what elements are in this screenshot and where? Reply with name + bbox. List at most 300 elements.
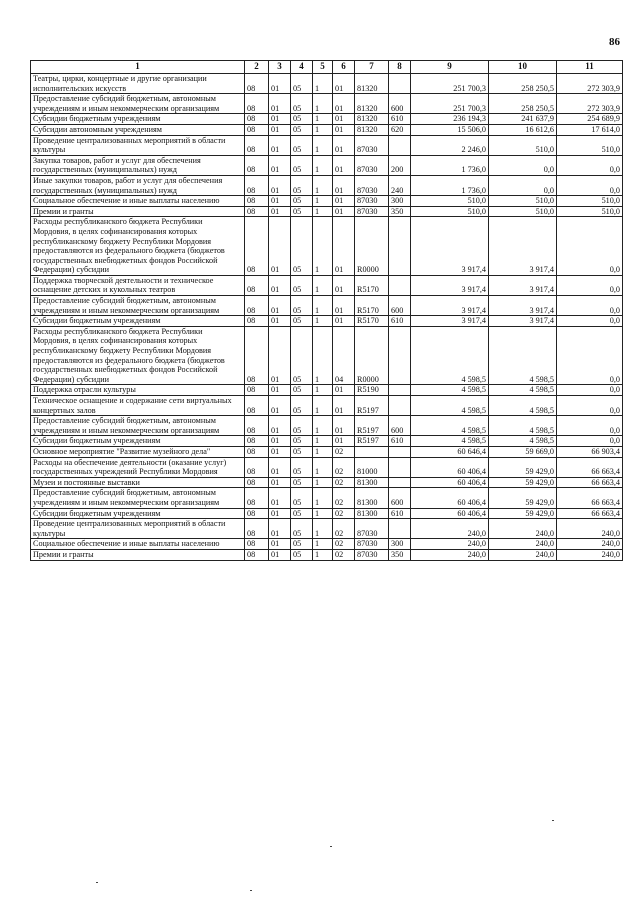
cell-c3: 01 — [269, 74, 291, 94]
cell-c4: 05 — [291, 124, 313, 135]
amount-col11: 0,0 — [557, 217, 623, 276]
cell-c7: R5197 — [355, 436, 389, 447]
page-number: 86 — [609, 36, 620, 48]
amount-col11: 0,0 — [557, 385, 623, 396]
cell-c4: 05 — [291, 477, 313, 488]
cell-c7: 87030 — [355, 549, 389, 560]
cell-c8 — [389, 217, 411, 276]
amount-col10: 0,0 — [489, 155, 557, 175]
cell-c4: 05 — [291, 446, 313, 457]
cell-c8: 620 — [389, 124, 411, 135]
cell-c8 — [389, 275, 411, 295]
table-row — [31, 94, 623, 114]
amount-col11: 254 689,9 — [557, 114, 623, 125]
cell-c2: 08 — [245, 457, 269, 477]
cell-c2: 08 — [245, 326, 269, 385]
cell-c5: 1 — [313, 135, 333, 155]
amount-col9: 240,0 — [411, 549, 489, 560]
row-name: Социальное обеспечение и иные выплаты населению — [31, 196, 245, 207]
cell-c2: 08 — [245, 436, 269, 447]
cell-c3: 01 — [269, 446, 291, 457]
cell-c8: 350 — [389, 549, 411, 560]
cell-c8: 600 — [389, 296, 411, 316]
cell-c5: 1 — [313, 326, 333, 385]
cell-c2: 08 — [245, 275, 269, 295]
cell-c6: 02 — [333, 519, 355, 539]
row-name: Проведение централизованных мероприятий в области культуры — [31, 519, 245, 539]
amount-col11: 0,0 — [557, 416, 623, 436]
table-row — [31, 519, 623, 539]
amount-col10: 4 598,5 — [489, 396, 557, 416]
amount-col9: 1 736,0 — [411, 175, 489, 195]
cell-c8 — [389, 457, 411, 477]
cell-c6: 02 — [333, 549, 355, 560]
amount-col9: 251 700,3 — [411, 74, 489, 94]
amount-col9: 3 917,4 — [411, 217, 489, 276]
table-row — [31, 477, 623, 488]
row-name: Поддержка творческой деятельности и техническое оснащение детских и кукольных театров — [31, 275, 245, 295]
cell-c5: 1 — [313, 74, 333, 94]
amount-col11: 0,0 — [557, 275, 623, 295]
cell-c3: 01 — [269, 196, 291, 207]
cell-c4: 05 — [291, 217, 313, 276]
amount-col10: 4 598,5 — [489, 436, 557, 447]
amount-col11: 272 303,9 — [557, 94, 623, 114]
scan-speck — [96, 882, 98, 883]
amount-col10: 240,0 — [489, 519, 557, 539]
cell-c6: 02 — [333, 539, 355, 550]
cell-c5: 1 — [313, 416, 333, 436]
cell-c2: 08 — [245, 296, 269, 316]
cell-c6: 01 — [333, 436, 355, 447]
cell-c6: 01 — [333, 94, 355, 114]
column-header: 10 — [489, 61, 557, 74]
row-name: Предоставление субсидий бюджетным, автономным учреждениям и иным некоммерческим организациям — [31, 94, 245, 114]
cell-c8 — [389, 477, 411, 488]
cell-c5: 1 — [313, 114, 333, 125]
cell-c7: 81300 — [355, 508, 389, 519]
scan-speck — [552, 820, 554, 821]
cell-c4: 05 — [291, 196, 313, 207]
cell-c8: 610 — [389, 316, 411, 327]
cell-c6: 02 — [333, 488, 355, 508]
cell-c8: 600 — [389, 416, 411, 436]
amount-col10: 4 598,5 — [489, 385, 557, 396]
table-body — [31, 74, 623, 561]
cell-c7: 81300 — [355, 477, 389, 488]
cell-c5: 1 — [313, 206, 333, 217]
cell-c2: 08 — [245, 155, 269, 175]
amount-col9: 15 506,0 — [411, 124, 489, 135]
cell-c7: 81000 — [355, 457, 389, 477]
cell-c5: 1 — [313, 155, 333, 175]
cell-c8 — [389, 385, 411, 396]
row-name: Субсидии бюджетным учреждениям — [31, 316, 245, 327]
cell-c5: 1 — [313, 385, 333, 396]
cell-c7: 81320 — [355, 74, 389, 94]
cell-c7: R5190 — [355, 385, 389, 396]
cell-c2: 08 — [245, 135, 269, 155]
cell-c5: 1 — [313, 457, 333, 477]
table-row — [31, 275, 623, 295]
cell-c6: 02 — [333, 477, 355, 488]
amount-col11: 240,0 — [557, 519, 623, 539]
cell-c8: 600 — [389, 94, 411, 114]
cell-c6: 01 — [333, 74, 355, 94]
column-header: 2 — [245, 61, 269, 74]
cell-c5: 1 — [313, 519, 333, 539]
column-header: 1 — [31, 61, 245, 74]
cell-c4: 05 — [291, 155, 313, 175]
cell-c2: 08 — [245, 175, 269, 195]
amount-col10: 16 612,6 — [489, 124, 557, 135]
cell-c6: 01 — [333, 196, 355, 207]
table-row — [31, 296, 623, 316]
cell-c2: 08 — [245, 416, 269, 436]
cell-c7: 87030 — [355, 519, 389, 539]
cell-c2: 08 — [245, 94, 269, 114]
amount-col10: 4 598,5 — [489, 326, 557, 385]
amount-col10: 59 429,0 — [489, 488, 557, 508]
cell-c4: 05 — [291, 175, 313, 195]
amount-col9: 60 646,4 — [411, 446, 489, 457]
amount-col9: 236 194,3 — [411, 114, 489, 125]
column-header: 7 — [355, 61, 389, 74]
amount-col9: 60 406,4 — [411, 508, 489, 519]
cell-c4: 05 — [291, 436, 313, 447]
table-row — [31, 326, 623, 385]
amount-col9: 4 598,5 — [411, 385, 489, 396]
cell-c2: 08 — [245, 539, 269, 550]
row-name: Театры, цирки, концертные и другие организации исполнительских искусств — [31, 74, 245, 94]
column-header: 8 — [389, 61, 411, 74]
cell-c3: 01 — [269, 155, 291, 175]
amount-col10: 59 429,0 — [489, 477, 557, 488]
cell-c8 — [389, 446, 411, 457]
table-row — [31, 396, 623, 416]
row-name: Субсидии бюджетным учреждениям — [31, 436, 245, 447]
cell-c7: 87030 — [355, 206, 389, 217]
amount-col11: 66 663,4 — [557, 457, 623, 477]
amount-col11: 0,0 — [557, 155, 623, 175]
cell-c3: 01 — [269, 416, 291, 436]
cell-c5: 1 — [313, 124, 333, 135]
cell-c3: 01 — [269, 296, 291, 316]
cell-c5: 1 — [313, 396, 333, 416]
cell-c7: 81300 — [355, 488, 389, 508]
cell-c4: 05 — [291, 74, 313, 94]
cell-c2: 08 — [245, 316, 269, 327]
table-row — [31, 74, 623, 94]
cell-c6: 02 — [333, 457, 355, 477]
cell-c2: 08 — [245, 206, 269, 217]
table-row — [31, 446, 623, 457]
cell-c4: 05 — [291, 549, 313, 560]
cell-c6: 01 — [333, 396, 355, 416]
amount-col10: 258 250,5 — [489, 74, 557, 94]
column-header: 6 — [333, 61, 355, 74]
table-row — [31, 124, 623, 135]
cell-c4: 05 — [291, 457, 313, 477]
amount-col11: 510,0 — [557, 196, 623, 207]
column-header: 4 — [291, 61, 313, 74]
table-row — [31, 175, 623, 195]
cell-c7: 87030 — [355, 135, 389, 155]
cell-c4: 05 — [291, 519, 313, 539]
cell-c5: 1 — [313, 477, 333, 488]
table-row — [31, 436, 623, 447]
cell-c7: R0000 — [355, 326, 389, 385]
cell-c5: 1 — [313, 446, 333, 457]
row-name: Проведение централизованных мероприятий в области культуры — [31, 135, 245, 155]
cell-c3: 01 — [269, 217, 291, 276]
row-name: Субсидии автономным учреждениям — [31, 124, 245, 135]
cell-c4: 05 — [291, 385, 313, 396]
cell-c7: 87030 — [355, 155, 389, 175]
amount-col9: 510,0 — [411, 196, 489, 207]
table-row — [31, 457, 623, 477]
row-name: Расходы республиканского бюджета Республики Мордовия, в целях софинансирования которых республиканскому бюджету Республики Мордовия предоставляются из федерального бюджета (бюджетов государственных внебюджетных фондов Российской Федерации) субсидии — [31, 217, 245, 276]
cell-c3: 01 — [269, 114, 291, 125]
amount-col10: 3 917,4 — [489, 217, 557, 276]
amount-col11: 510,0 — [557, 135, 623, 155]
amount-col9: 3 917,4 — [411, 275, 489, 295]
cell-c6: 01 — [333, 114, 355, 125]
row-name: Музеи и постоянные выставки — [31, 477, 245, 488]
table-row — [31, 508, 623, 519]
amount-col9: 251 700,3 — [411, 94, 489, 114]
cell-c5: 1 — [313, 508, 333, 519]
table-row — [31, 549, 623, 560]
row-name: Иные закупки товаров, работ и услуг для обеспечения государственных (муниципальных) нужд — [31, 175, 245, 195]
amount-col11: 0,0 — [557, 436, 623, 447]
cell-c5: 1 — [313, 539, 333, 550]
amount-col9: 4 598,5 — [411, 326, 489, 385]
cell-c6: 02 — [333, 446, 355, 457]
table-row — [31, 217, 623, 276]
amount-col9: 240,0 — [411, 519, 489, 539]
cell-c3: 01 — [269, 396, 291, 416]
cell-c3: 01 — [269, 385, 291, 396]
cell-c6: 01 — [333, 217, 355, 276]
cell-c7: R5170 — [355, 275, 389, 295]
cell-c4: 05 — [291, 316, 313, 327]
row-name: Субсидии бюджетным учреждениям — [31, 114, 245, 125]
amount-col11: 66 903,4 — [557, 446, 623, 457]
cell-c2: 08 — [245, 508, 269, 519]
cell-c8: 200 — [389, 155, 411, 175]
cell-c8: 240 — [389, 175, 411, 195]
row-name: Закупка товаров, работ и услуг для обеспечения государственных (муниципальных) нужд — [31, 155, 245, 175]
amount-col9: 510,0 — [411, 206, 489, 217]
cell-c4: 05 — [291, 275, 313, 295]
cell-c3: 01 — [269, 457, 291, 477]
amount-col11: 17 614,0 — [557, 124, 623, 135]
cell-c4: 05 — [291, 94, 313, 114]
row-name: Предоставление субсидий бюджетным, автономным учреждениям и иным некоммерческим организациям — [31, 488, 245, 508]
cell-c3: 01 — [269, 519, 291, 539]
amount-col11: 0,0 — [557, 175, 623, 195]
cell-c8: 300 — [389, 196, 411, 207]
cell-c7 — [355, 446, 389, 457]
cell-c4: 05 — [291, 326, 313, 385]
cell-c6: 01 — [333, 416, 355, 436]
cell-c5: 1 — [313, 488, 333, 508]
amount-col10: 510,0 — [489, 135, 557, 155]
cell-c2: 08 — [245, 396, 269, 416]
column-header: 3 — [269, 61, 291, 74]
cell-c2: 08 — [245, 74, 269, 94]
amount-col11: 510,0 — [557, 206, 623, 217]
cell-c4: 05 — [291, 539, 313, 550]
amount-col11: 240,0 — [557, 549, 623, 560]
cell-c4: 05 — [291, 114, 313, 125]
cell-c5: 1 — [313, 175, 333, 195]
amount-col10: 0,0 — [489, 175, 557, 195]
amount-col10: 3 917,4 — [489, 316, 557, 327]
scan-speck — [330, 846, 332, 847]
amount-col11: 0,0 — [557, 396, 623, 416]
amount-col9: 3 917,4 — [411, 316, 489, 327]
cell-c6: 04 — [333, 326, 355, 385]
amount-col9: 4 598,5 — [411, 436, 489, 447]
amount-col10: 3 917,4 — [489, 275, 557, 295]
amount-col11: 240,0 — [557, 539, 623, 550]
cell-c6: 01 — [333, 124, 355, 135]
amount-col10: 240,0 — [489, 539, 557, 550]
cell-c2: 08 — [245, 385, 269, 396]
amount-col9: 240,0 — [411, 539, 489, 550]
column-header: 5 — [313, 61, 333, 74]
amount-col10: 241 637,9 — [489, 114, 557, 125]
amount-col10: 59 429,0 — [489, 457, 557, 477]
amount-col9: 4 598,5 — [411, 396, 489, 416]
table-row — [31, 488, 623, 508]
column-header: 9 — [411, 61, 489, 74]
cell-c5: 1 — [313, 549, 333, 560]
cell-c3: 01 — [269, 135, 291, 155]
cell-c6: 01 — [333, 135, 355, 155]
cell-c7: 87030 — [355, 175, 389, 195]
cell-c7: 81320 — [355, 124, 389, 135]
cell-c3: 01 — [269, 539, 291, 550]
cell-c8 — [389, 326, 411, 385]
amount-col10: 510,0 — [489, 206, 557, 217]
amount-col9: 60 406,4 — [411, 457, 489, 477]
cell-c4: 05 — [291, 416, 313, 436]
cell-c2: 08 — [245, 124, 269, 135]
cell-c5: 1 — [313, 196, 333, 207]
cell-c8: 350 — [389, 206, 411, 217]
amount-col10: 3 917,4 — [489, 296, 557, 316]
cell-c3: 01 — [269, 326, 291, 385]
amount-col9: 3 917,4 — [411, 296, 489, 316]
cell-c8 — [389, 519, 411, 539]
table-row — [31, 416, 623, 436]
amount-col11: 272 303,9 — [557, 74, 623, 94]
cell-c7: R5197 — [355, 396, 389, 416]
cell-c3: 01 — [269, 175, 291, 195]
cell-c4: 05 — [291, 296, 313, 316]
row-name: Премии и гранты — [31, 206, 245, 217]
row-name: Основное мероприятие "Развитие музейного дела" — [31, 446, 245, 457]
table-row — [31, 155, 623, 175]
cell-c6: 01 — [333, 275, 355, 295]
cell-c3: 01 — [269, 488, 291, 508]
cell-c6: 01 — [333, 316, 355, 327]
cell-c6: 02 — [333, 508, 355, 519]
amount-col11: 66 663,4 — [557, 477, 623, 488]
cell-c2: 08 — [245, 488, 269, 508]
amount-col9: 2 246,0 — [411, 135, 489, 155]
amount-col11: 0,0 — [557, 316, 623, 327]
cell-c3: 01 — [269, 206, 291, 217]
cell-c8: 610 — [389, 114, 411, 125]
cell-c3: 01 — [269, 94, 291, 114]
cell-c8: 300 — [389, 539, 411, 550]
cell-c5: 1 — [313, 94, 333, 114]
amount-col10: 240,0 — [489, 549, 557, 560]
amount-col11: 66 663,4 — [557, 508, 623, 519]
table-row — [31, 206, 623, 217]
cell-c4: 05 — [291, 396, 313, 416]
amount-col9: 4 598,5 — [411, 416, 489, 436]
amount-col9: 60 406,4 — [411, 488, 489, 508]
row-name: Премии и гранты — [31, 549, 245, 560]
table-row — [31, 539, 623, 550]
table-row — [31, 196, 623, 207]
cell-c2: 08 — [245, 114, 269, 125]
amount-col11: 0,0 — [557, 296, 623, 316]
row-name: Расходы на обеспечение деятельности (оказание услуг) государственных учреждений Республики Мордовия — [31, 457, 245, 477]
table-row — [31, 316, 623, 327]
cell-c4: 05 — [291, 135, 313, 155]
cell-c3: 01 — [269, 316, 291, 327]
cell-c8 — [389, 135, 411, 155]
row-name: Предоставление субсидий бюджетным, автономным учреждениям и иным некоммерческим организациям — [31, 296, 245, 316]
cell-c8: 600 — [389, 488, 411, 508]
cell-c6: 01 — [333, 206, 355, 217]
cell-c5: 1 — [313, 296, 333, 316]
cell-c8: 610 — [389, 508, 411, 519]
row-name: Социальное обеспечение и иные выплаты населению — [31, 539, 245, 550]
cell-c7: 81320 — [355, 114, 389, 125]
cell-c7: R5170 — [355, 316, 389, 327]
cell-c3: 01 — [269, 508, 291, 519]
cell-c4: 05 — [291, 488, 313, 508]
row-name: Субсидии бюджетным учреждениям — [31, 508, 245, 519]
cell-c2: 08 — [245, 519, 269, 539]
cell-c8 — [389, 74, 411, 94]
row-name: Техническое оснащение и содержание сети виртуальных концертных залов — [31, 396, 245, 416]
cell-c5: 1 — [313, 217, 333, 276]
cell-c2: 08 — [245, 549, 269, 560]
amount-col9: 1 736,0 — [411, 155, 489, 175]
cell-c5: 1 — [313, 275, 333, 295]
table-header-row — [31, 61, 623, 74]
budget-table — [30, 60, 623, 561]
table-row — [31, 114, 623, 125]
cell-c7: 81320 — [355, 94, 389, 114]
cell-c3: 01 — [269, 275, 291, 295]
cell-c6: 01 — [333, 155, 355, 175]
row-name: Поддержка отрасли культуры — [31, 385, 245, 396]
amount-col10: 59 669,0 — [489, 446, 557, 457]
cell-c4: 05 — [291, 206, 313, 217]
table-row — [31, 135, 623, 155]
amount-col10: 258 250,5 — [489, 94, 557, 114]
cell-c2: 08 — [245, 446, 269, 457]
